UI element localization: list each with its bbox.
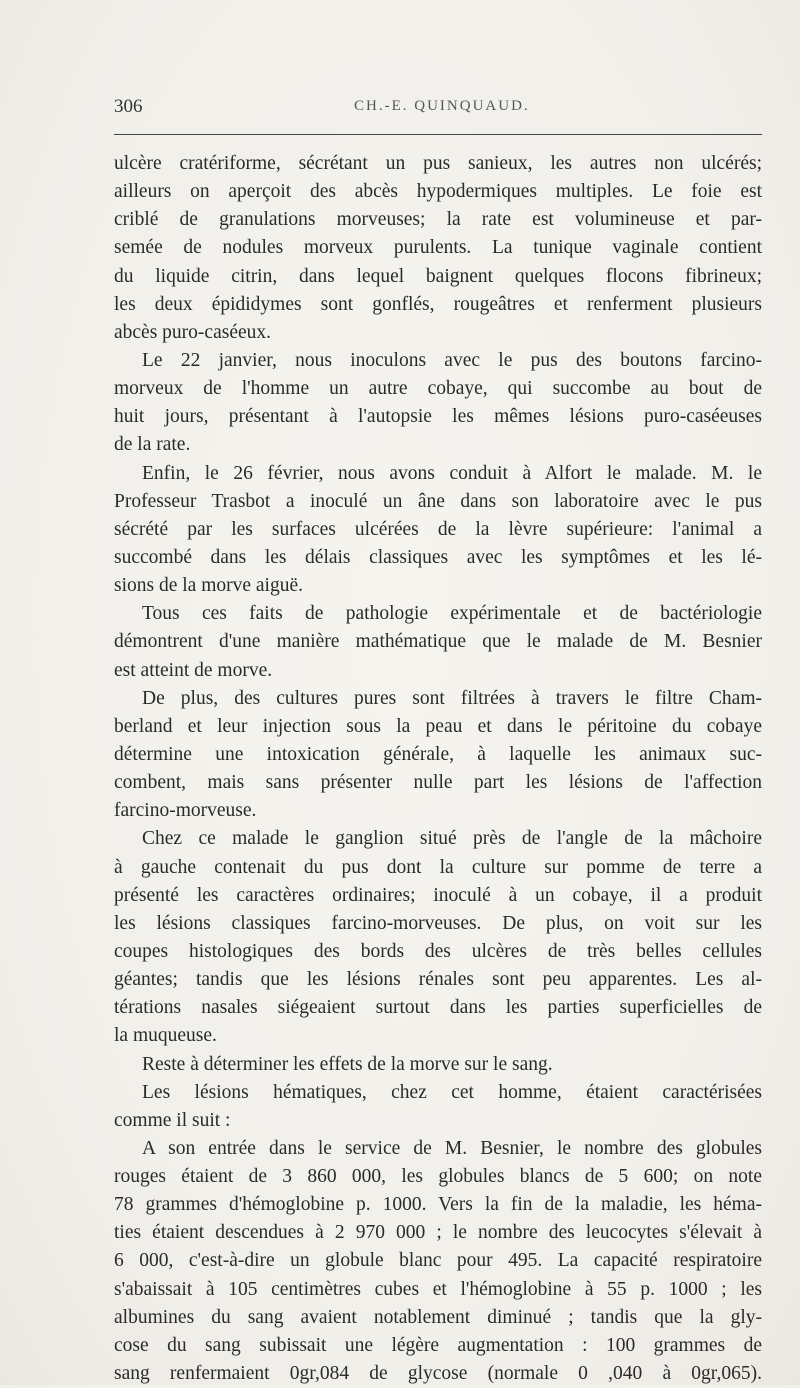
header-rule xyxy=(114,134,762,135)
text-line: les deux épididymes sont gonflés, rougeâtres et renferment plusieurs xyxy=(114,293,762,315)
text-line: rouges étaient de 3 860 000, les globules blancs de 5 600; on note xyxy=(114,1166,762,1188)
text-line: Tous ces faits de pathologie expérimentale et de bactériologie xyxy=(142,603,762,625)
text-line: coupes histologiques des bords des ulcères de très belles cellules xyxy=(114,940,762,962)
text-line: Enfin, le 26 février, nous avons conduit à Alfort le malade. M. le xyxy=(142,462,762,484)
text-line: Chez ce malade le ganglion situé près de l'angle de la mâchoire xyxy=(142,828,762,850)
text-line: s'abaissait à 105 centimètres cubes et l'hémoglobine à 55 p. 1000 ; les xyxy=(114,1278,762,1300)
text-line: est atteint de morve. xyxy=(114,659,273,681)
text-line: berland et leur injection sous la peau et dans le péritoine du cobaye xyxy=(114,715,762,737)
text-line: Le 22 janvier, nous inoculons avec le pus des boutons farcino- xyxy=(142,349,762,371)
text-line: géantes; tandis que les lésions rénales sont peu apparentes. Les al- xyxy=(114,969,762,991)
text-line: succombé dans les délais classiques avec les symptômes et les lé- xyxy=(114,546,762,568)
text-line: du liquide citrin, dans lequel baignent quelques flocons fibrineux; xyxy=(114,265,762,287)
text-line: huit jours, présentant à l'autopsie les mêmes lésions puro-caséeuses xyxy=(114,406,762,428)
text-line: de la rate. xyxy=(114,434,191,456)
text-line: la muqueuse. xyxy=(114,1025,217,1047)
page-number: 306 xyxy=(114,96,143,117)
text-line: Les lésions hématiques, chez cet homme, étaient caractérisées xyxy=(142,1081,762,1103)
text-line: De plus, des cultures pures sont filtrées à travers le filtre Cham- xyxy=(142,687,762,709)
text-line: comme il suit : xyxy=(114,1109,231,1131)
text-line: cose du sang subissait une légère augmentation : 100 grammes de xyxy=(114,1334,762,1356)
text-line: démontrent d'une manière mathématique que le malade de M. Besnier xyxy=(114,631,762,653)
text-line: farcino-morveuse. xyxy=(114,800,257,822)
text-line: ailleurs on aperçoit des abcès hypodermiques multiples. Le foie est xyxy=(114,181,762,203)
text-line: sécrété par les surfaces ulcérées de la lèvre supérieure: l'animal a xyxy=(114,518,762,540)
text-line: sions de la morve aiguë. xyxy=(114,575,303,597)
text-line: à gauche contenait du pus dont la culture sur pomme de terre a xyxy=(114,856,762,878)
text-line: Reste à déterminer les effets de la morve sur le sang. xyxy=(142,1053,553,1075)
text-line: térations nasales siégeaient surtout dans les parties superficielles de xyxy=(114,997,762,1019)
text-line: 6 000, c'est-à-dire un globule blanc pour 495. La capacité respiratoire xyxy=(114,1250,762,1272)
text-line: A son entrée dans le service de M. Besnier, le nombre des globules xyxy=(142,1137,762,1159)
running-head: CH.-E. QUINQUAUD. xyxy=(354,98,530,114)
text-line: semée de nodules morveux purulents. La tunique vaginale contient xyxy=(114,237,762,259)
text-line: criblé de granulations morveuses; la rate est volumineuse et par- xyxy=(114,209,762,231)
text-line: détermine une intoxication générale, à laquelle les animaux suc- xyxy=(114,743,762,765)
page-header xyxy=(114,96,764,120)
text-line: combent, mais sans présenter nulle part les lésions de l'affection xyxy=(114,772,762,794)
text-line: présenté les caractères ordinaires; inoculé à un cobaye, il a produit xyxy=(114,884,762,906)
text-line: 78 grammes d'hémoglobine p. 1000. Vers la fin de la maladie, les héma- xyxy=(114,1194,762,1216)
text-line: sang renfermaient 0gr,084 de glycose (normale 0 ,040 à 0gr,065). xyxy=(114,1363,762,1385)
text-line: les lésions classiques farcino-morveuses. De plus, on voit sur les xyxy=(114,912,762,934)
text-line: abcès puro-caséeux. xyxy=(114,321,271,343)
text-line: Professeur Trasbot a inoculé un âne dans son laboratoire avec le pus xyxy=(114,490,762,512)
text-line: morveux de l'homme un autre cobaye, qui succombe au bout de xyxy=(114,378,762,400)
text-line: albumines du sang avaient notablement diminué ; tandis que la gly- xyxy=(114,1306,762,1328)
text-line: ulcère cratériforme, sécrétant un pus sanieux, les autres non ulcérés; xyxy=(114,153,762,174)
body-text xyxy=(114,150,762,1388)
text-line: ties étaient descendues à 2 970 000 ; le nombre des leucocytes s'élevait à xyxy=(114,1222,762,1244)
